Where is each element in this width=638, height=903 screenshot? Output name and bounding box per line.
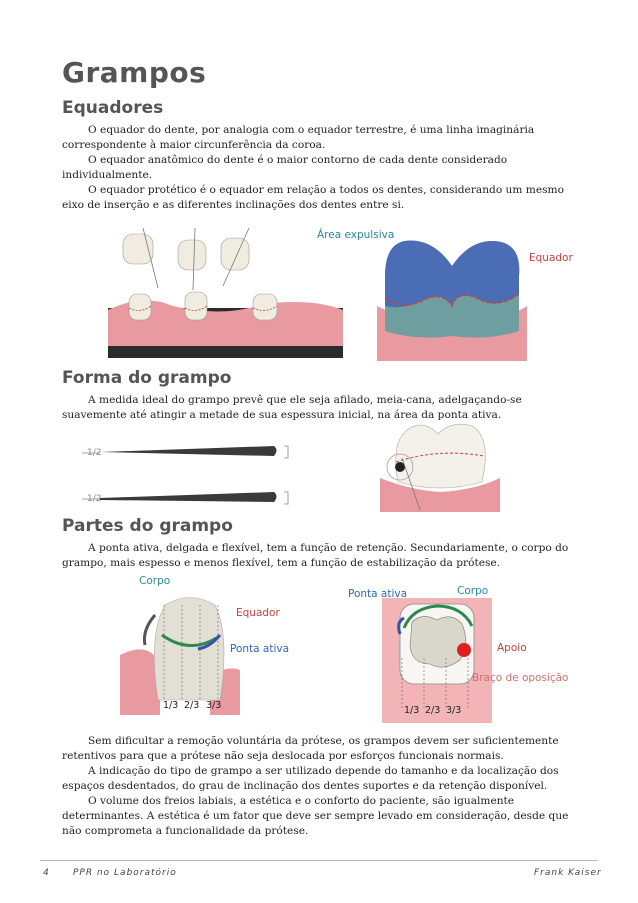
label-braco-oposicao: Braço de oposição	[472, 672, 569, 684]
section-heading-partes: Partes do grampo	[62, 516, 233, 536]
section-heading-forma: Forma do grampo	[62, 368, 232, 388]
label-ponta-ativa-right: Ponta ativa	[348, 588, 408, 600]
third-label: 2/3	[425, 705, 441, 716]
paragraph: Sem dificultar a remoção voluntária da prótese, os grampos devem ser suficientemente retentivos para que a prótese não seja deslocada por esforços funcionais normais.	[62, 735, 559, 762]
label-corpo-right: Corpo	[457, 585, 489, 597]
paragraph: O volume dos freios labiais, a estética e o conforto do paciente, são igualmente determinantes. A estética é um fator que deve ser sempre levado em consideração, desde que não comprometa a funcionalidade da prótese.	[62, 795, 569, 837]
paragraph: A indicação do tipo de grampo a ser utilizado depende do tamanho e da localização dos espaços desdentados, do grau de inclinação dos dentes suportes e da retenção disponível.	[62, 765, 559, 792]
paragraph: A ponta ativa, delgada e flexível, tem a função de retenção. Secundariamente, o corpo do grampo, mais espesso e menos flexível, tem a função de estabilização da prótese.	[62, 542, 569, 569]
label-half-bottom: 1/2	[87, 494, 102, 504]
molar-clasp-tip-figure	[380, 420, 500, 512]
footer-author: Frank Kaiser	[534, 868, 602, 878]
page-title: Grampos	[62, 56, 207, 89]
paragraph: A medida ideal do grampo prevê que ele seja afilado, meia-cana, adelgaçando-se suavemente até atingir a metade de sua espessura inicial, na área da ponta ativa.	[62, 394, 522, 421]
label-apoio: Apoio	[497, 642, 527, 654]
footer-divider	[40, 860, 598, 861]
surveyor-teeth-figure	[103, 228, 343, 358]
third-label: 3/3	[446, 705, 462, 716]
third-label: 3/3	[206, 700, 222, 711]
label-corpo-left: Corpo	[139, 575, 171, 587]
section-heading-equadores: Equadores	[62, 98, 164, 118]
footer-book-title: PPR no Laboratório	[73, 868, 177, 878]
paragraph: O equador protético é o equador em relação a todos os dentes, considerando um mesmo eixo de inserção e as diferentes inclinações dos dentes entre si.	[62, 184, 564, 211]
footer-page-number: 4	[43, 868, 49, 878]
molar-equator-figure	[377, 236, 527, 361]
label-half-top: 1/2	[87, 448, 102, 458]
label-equador: Equador	[529, 252, 573, 264]
clasp-taper-figure	[82, 436, 297, 516]
label-area-expulsiva: Área expulsiva	[317, 229, 395, 241]
clasp-parts-side-figure	[120, 585, 240, 715]
third-label: 1/3	[163, 700, 179, 711]
third-label: 2/3	[184, 700, 200, 711]
paragraph: O equador do dente, por analogia com o equador terrestre, é uma linha imaginária correspondente à maior circunferência da coroa.	[62, 124, 535, 151]
paragraph: O equador anatômico do dente é o maior contorno de cada dente considerado individualmente.	[62, 154, 508, 181]
label-equador-left: Equador	[236, 607, 280, 619]
label-ponta-ativa-left: Ponta ativa	[230, 643, 290, 655]
third-label: 1/3	[404, 705, 420, 716]
